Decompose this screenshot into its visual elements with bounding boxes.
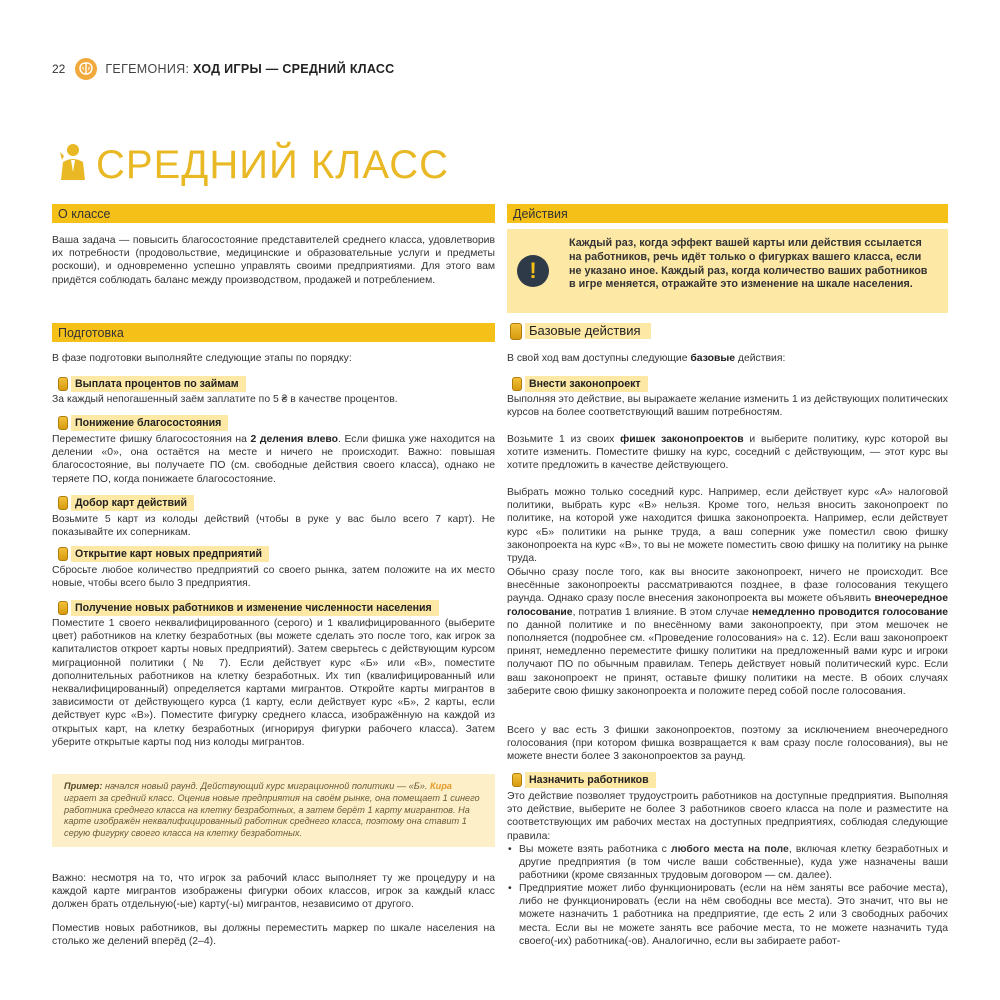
example-box: Пример: начался новый раунд. Действующий курс миграционной политики — «Б». Кира играет за средний класс. Оценив новые предприятия на своём рынке, она помещает 1 синего работника среднего класса на клетку безработных, а затем берёт 1 карту мигрантов. На карте изображён неквалифицированный работник среднего класса, поэтому она ставит 1 серую фигурку своего класса на клетку безработных.	[52, 774, 495, 847]
step-draw: Добор карт действий	[58, 495, 194, 511]
action-assign: Назначить работников	[512, 772, 656, 788]
page-title: СРЕДНИЙ КЛАСС	[96, 142, 449, 187]
bill-p1: Выполняя это действие, вы выражаете желание изменить 1 из действующих политических курсов на более соответствующий вашим потребностям.	[507, 394, 948, 419]
exclamation-icon: !	[517, 255, 549, 287]
assign-bullet-2: • Предприятие может либо функционировать (если на нём заняты все рабочие места), либо не функционировать (если на нём свободны все места). Это значит, что вы не можете назначить 1 работника на предприятие, где есть 2 или 3 свободных рабочих места. Если вы не можете занять все рабочие места, то не можете назначить туда своего(-их) работника(-ов). Аналогично, если вы забираете работ-	[508, 883, 948, 947]
coin-icon	[512, 377, 522, 391]
bill-p3: Выбрать можно только соседний курс. Например, если действует курс «А» налоговой политики, выбрать курс «В» нельзя. Кроме того, нельзя вносить законопроект по политике, на которой уже находится фишка законопроекта. Например, если действует курс «Б» политики на рынке труда, а ваш соперник уже поместил свою фишку законопроекта на курс «В», то вы не можете поместить свою фишку на политику на рынке труда.	[507, 487, 948, 565]
step-draw-text: Возьмите 5 карт из колоды действий (чтобы в руке у вас было всего 7 карт). Не показывайте их соперникам.	[52, 514, 495, 539]
step-workers-text: Поместите 1 своего неквалифицированного (серого) и 1 квалифицированного (выберите цвет) работников на клетку безработных (вы можете сделать это после того, как игрок за капиталистов откроет карты новых предприятий). Затем сверьтесь с действующим курсом миграционной политики (№ 7). Если действует курс «Б» или «В», поместите дополнительных работников на клетку безработных. Их тип (квалифицированный или неквалифицированный) определяется картами мигрантов. Откройте карты мигрантов в зависимости от действующего курса (1 карту, если действует курс «Б», 2 карты, если действует курс «В»). Поместите фигурку среднего класса, изображённую на каждой из открытых карт, на клетку безработных (игнорируя фигурки рабочего класса). Затем уберите открытые карты под низ колоды мигрантов.	[52, 618, 495, 748]
page-number: 22	[52, 62, 66, 76]
coin-icon	[512, 773, 522, 787]
bill-p4: Обычно сразу после того, как вы вносите законопроект, ничего не происходит. Все внесённые законопроекты рассматриваются позднее, в фазе голосования текущего раунда. Однако сразу после внесения законопроекта вы можете объявить внеочередное голосование, потратив 1 влияние. В этом случае немедленно проводится голосование по данной политике и по внесённому вами законопроекту, при этом мешочек не пополняется (подробнее см. «Проведение голосования» на с. 12). Если ваш законопроект принят, немедленно переместите фишку политики на предложенный вами курс и игроки получают ПО по обычным правилам. Теперь действует новый политический курс. Если ваш законопроект не принят, оставьте фишку политики на месте. В обоих случаях заберите свою фишку законопроекта и положите перед собой после голосования.	[507, 567, 949, 697]
assign-p1: Это действие позволяет трудоустроить работников на доступные предприятия. Выполняя это действие, выберите не более 3 работников своего класса на поле и разместите на соответствующих им рабочих местах на доступных предприятиях, соблюдая следующие правила:	[507, 791, 948, 842]
note-migrants: Важно: несмотря на то, что игрок за рабочий класс выполняет ту же процедуру и на каждой карте мигрантов изображены фигурки обоих классов, игрок за каждый класс должен брать отдельную(-ые) карту(-ы) мигрантов, независимо от другого.	[52, 873, 495, 911]
step-workers: Получение новых работников и изменение численности населения	[58, 600, 439, 616]
coin-icon	[58, 601, 68, 615]
step-companies: Открытие карт новых предприятий	[58, 546, 269, 562]
bill-p2: Возьмите 1 из своих фишек законопроектов и выберите политику, курс которой вы хотите изменить. Поместите фишку на курс, соседний с действующим, — этот курс вы хотите предложить в качестве действующего.	[507, 434, 948, 472]
section-actions: Действия	[507, 204, 948, 223]
step-wellbeing-text: Переместите фишку благосостояния на 2 деления влево. Если фишка уже находится на делении «0», она остаётся на месте и ничего не происходит. Важно: повышая благосостояние, вы получаете ПО (см. свободные действия своего класса), однако не теряете ПО, когда понижаете благосостояние.	[52, 434, 496, 485]
brain-icon	[75, 58, 97, 80]
coin-icon	[58, 377, 68, 391]
step-interest-text: За каждый непогашенный заём заплатите по 5 ₴ в качестве процентов.	[52, 394, 398, 405]
assign-bullet-1: • Вы можете взять работника с любого места на поле, включая клетку безработных и другие предприятия (в том числе ваши собственные), куда уже назначены ваши работники (кроме связанных трудовым договором — см. далее).	[508, 844, 948, 882]
about-text: Ваша задача — повысить благосостояние представителей среднего класса, удовлетворив их потребности (продовольствие, медицинские и образовательные услуги и предметы роскоши), и одновременно успешно управлять своими предприятиями. Для этого вам придётся соблюдать баланс между производством, продажей и потреблением.	[52, 235, 495, 286]
coin-icon	[58, 547, 68, 561]
action-bill: Внести законопроект	[512, 376, 648, 392]
coin-icon	[58, 496, 68, 510]
step-interest: Выплата процентов по займам	[58, 376, 246, 392]
main-title	[58, 142, 449, 187]
section-about: О классе	[52, 204, 495, 223]
step-companies-text: Сбросьте любое количество предприятий со своего рынка, затем положите на их место новые, чтобы всего было 3 предприятия.	[52, 565, 495, 590]
coin-icon	[510, 323, 522, 340]
section-prep: Подготовка	[52, 323, 495, 342]
header-title: ГЕГЕМОНИЯ: ХОД ИГРЫ — СРЕДНИЙ КЛАСС	[105, 62, 395, 76]
basic-actions-heading: Базовые действия	[510, 322, 651, 340]
step-wellbeing: Понижение благосостояния	[58, 415, 228, 431]
notice-box: ! Каждый раз, когда эффект вашей карты или действия ссылается на работников, речь идёт только о фигурках вашего класса, если не указано иное. Каждый раз, когда количество ваших работников в игре меняется, отражайте это изменение на шкале населения.	[507, 229, 948, 313]
middle-class-icon	[58, 142, 88, 187]
note-population: Поместив новых работников, вы должны переместить маркер по шкале населения на столько же делений вперёд (2–4).	[52, 923, 495, 948]
coin-icon	[58, 416, 68, 430]
page-header	[52, 58, 395, 80]
bill-p5: Всего у вас есть 3 фишки законопроектов, поэтому за исключением внеочередного голосования (при котором фишка возвращается к вам сразу после голосования), вы не можете внести более 3 законопроектов за раунд.	[507, 725, 948, 763]
prep-intro: В фазе подготовки выполняйте следующие этапы по порядку:	[52, 353, 352, 364]
basic-intro: В свой ход вам доступны следующие базовые действия:	[507, 353, 786, 364]
